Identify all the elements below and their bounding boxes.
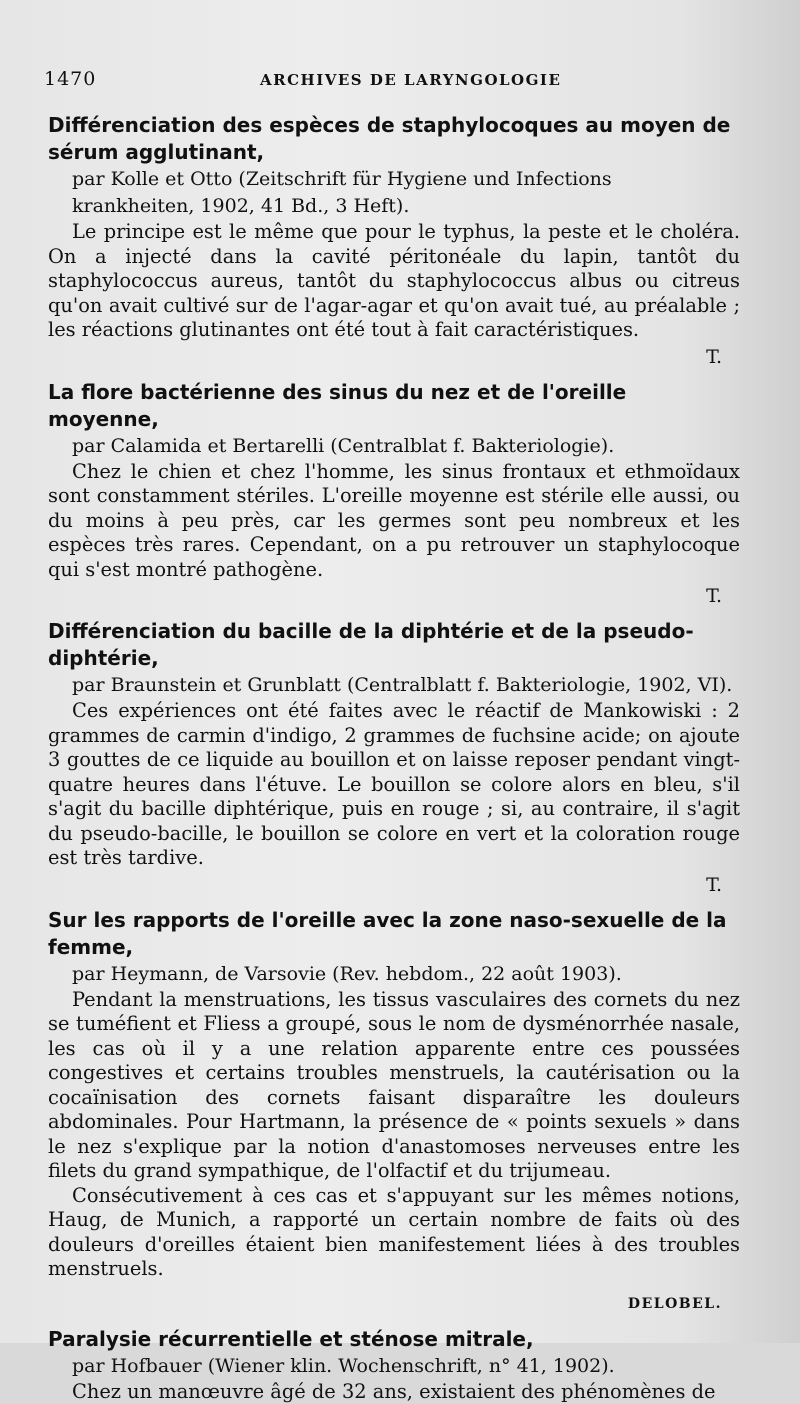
running-title: ARCHIVES DE LARYNGOLOGIE xyxy=(260,71,561,89)
article xyxy=(48,379,740,609)
article-signature: T. xyxy=(48,584,722,608)
article-title-text: Paralysie récurrentielle et sténose mitrale, xyxy=(48,1327,534,1351)
article-title-text: Différenciation du bacille de la diphtérie et de la pseudo-diphtérie, xyxy=(48,619,694,670)
article-signature: T. xyxy=(48,345,722,369)
article-title xyxy=(48,379,740,460)
article-paragraph: Ces expériences ont été faites avec le réactif de Mankowiski : 2 grammes de carmin d'indigo, 2 grammes de fuchsine acide; on ajoute 3 gouttes de ce liquide au bouillon et on laisse reposer pendant vingt-quatre heures dans l'étuve. Le bouillon se colore alors en bleu, s'il s'agit du bacille diphtérique, puis en rouge ; si, au contraire, il s'agit du pseudo-bacille, le bouillon se colore en vert et la coloration rouge est très tardive. xyxy=(48,699,740,871)
article-paragraph: Chez un manœuvre âgé de 32 ans, existaient des phénomènes de xyxy=(48,1380,740,1404)
article-title xyxy=(48,112,740,220)
article-signature: DELOBEL. xyxy=(48,1292,722,1316)
article-paragraph: Pendant la menstruations, les tissus vasculaires des cornets du nez se tuméfient et Fliess a groupé, sous le nom de dysménorrhée nasale, les cas où il y a une relation apparente entre ces poussées congestives et certains troubles menstruels, la cautérisation ou la cocaïnisation des cornets faisant disparaître les douleurs abdominales. Pour Hartmann, la présence de « points sexuels » dans le nez s'explique par la notion d'anastomoses nerveuses entre les filets du grand sympathique, de l'olfactif et du trijumeau. xyxy=(48,988,740,1184)
article-paragraph: Le principe est le même que pour le typhus, la peste et le choléra. On a injecté dans la cavité péritonéale du lapin, tantôt du staphylococcus aureus, tantôt du staphylococcus albus ou citreus qu'on avait cultivé sur de l'agar-agar et qu'on avait tué, au préalable ; les réactions glutinantes ont été tout à fait caractéristiques. xyxy=(48,220,740,343)
article-title xyxy=(48,1326,740,1380)
article-byline: par Braunstein et Grunblatt (Centralblatt f. Bakteriologie, 1902, VI). xyxy=(48,672,740,699)
article-title xyxy=(48,618,740,699)
article-title xyxy=(48,907,740,988)
article-title-text: Sur les rapports de l'oreille avec la zone naso-sexuelle de la femme, xyxy=(48,908,727,959)
article-paragraph: Chez le chien et chez l'homme, les sinus frontaux et ethmoïdaux sont constamment stériles. L'oreille moyenne est stérile elle aussi, ou du moins à peu près, car les germes sont peu nombreux et les espèces très rares. Cependant, on a pu retrouver un staphylocoque qui s'est montré pathogène. xyxy=(48,460,740,583)
article-title-text: La flore bactérienne des sinus du nez et de l'oreille moyenne, xyxy=(48,380,626,431)
article-byline: par Calamida et Bertarelli (Centralblat f. Bakteriologie). xyxy=(48,433,740,460)
article-paragraph: Consécutivement à ces cas et s'appuyant sur les mêmes notions, Haug, de Munich, a rapporté un certain nombre de faits où des douleurs d'oreilles étaient bien manifestement liées à des troubles menstruels. xyxy=(48,1184,740,1282)
article-title-text: Différenciation des espèces de staphylocoques au moyen de sérum agglutinant, xyxy=(48,113,730,164)
article-byline: par Hofbauer (Wiener klin. Wochenschrift, n° 41, 1902). xyxy=(48,1353,740,1380)
page-header xyxy=(44,68,744,98)
article xyxy=(48,618,740,897)
article xyxy=(48,112,740,369)
article xyxy=(48,1326,740,1404)
article-byline: par Kolle et Otto (Zeitschrift für Hygiene und Infections krankheiten, 1902, 41 Bd., 3 Heft). xyxy=(48,166,740,220)
page-content xyxy=(48,112,740,1404)
article xyxy=(48,907,740,1316)
page-number: 1470 xyxy=(44,68,96,90)
article-signature: T. xyxy=(48,873,722,897)
article-byline: par Heymann, de Varsovie (Rev. hebdom., 22 août 1903). xyxy=(48,961,740,988)
